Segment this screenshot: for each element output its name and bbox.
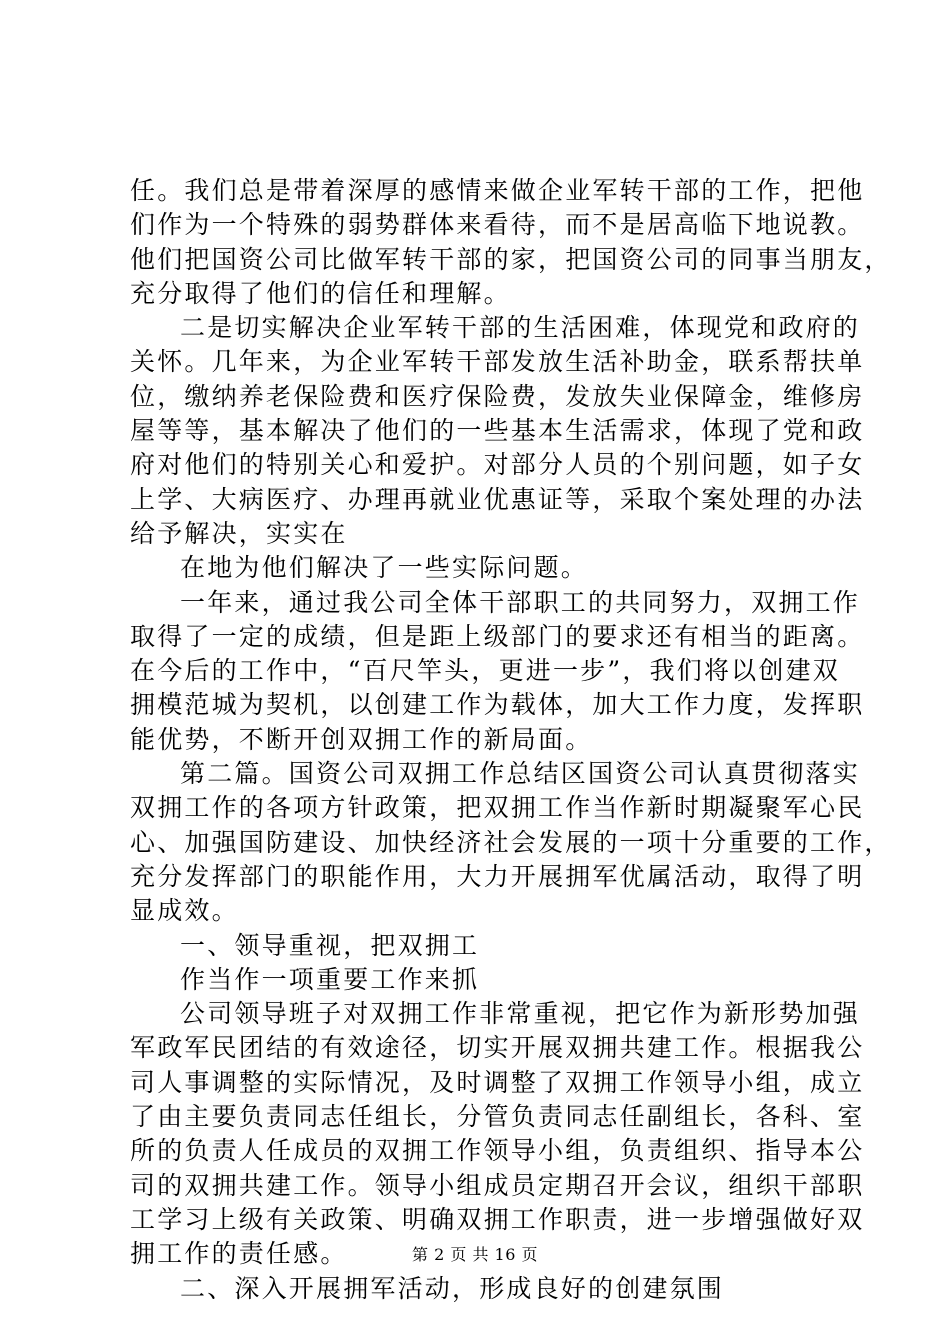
document-body (130, 174, 892, 1306)
text-line: 拥工作的责任感。 (130, 1239, 348, 1269)
text-line: 充分取得了他们的信任和理解。 (130, 278, 511, 308)
text-line: 给予解决，实实在 (130, 518, 348, 548)
text-line: 充分发挥部门的职能作用，大力开展拥军优属活动，取得了明 (130, 861, 865, 891)
section-heading: 一、领导重视，把双拥工 (180, 930, 480, 960)
page-footer (0, 1242, 950, 1265)
text-line: 上学、大病医疗、办理再就业优惠证等，采取个案处理的办法 (130, 484, 865, 514)
text-line: 任。我们总是带着深厚的感情来做企业军转干部的工作，把他 (130, 176, 865, 205)
text-line: 心、加强国防建设、加快经济社会发展的一项十分重要的工作， (130, 827, 892, 857)
section-heading: 二、深入开展拥军活动，形成良好的创建氛围 (180, 1273, 725, 1303)
paragraph-start-line: 公司领导班子对双拥工作非常重视，把它作为新形势加强 (180, 999, 861, 1029)
text-line: 显成效。 (130, 896, 239, 926)
section-heading: 作当作一项重要工作来抓 (180, 964, 480, 994)
page-indicator: 第 2 页 共 16 页 (412, 1245, 538, 1264)
paragraph-start-line: 一年来，通过我公司全体干部职工的共同努力，双拥工作 (180, 587, 861, 617)
text-line: 能优势，不断开创双拥工作的新局面。 (130, 724, 593, 754)
text-line: 府对他们的特别关心和爱护。对部分人员的个别问题，如子女 (130, 450, 865, 480)
text-line: 取得了一定的成绩，但是距上级部门的要求还有相当的距离。 (130, 621, 865, 651)
text-line: 司的双拥共建工作。领导小组成员定期召开会议，组织干部职 (130, 1170, 865, 1200)
text-line: 在今后的工作中，“百尺竿头，更进一步”，我们将以创建双 (130, 656, 840, 686)
text-line: 军政军民团结的有效途径，切实开展双拥共建工作。根据我公 (130, 1033, 865, 1063)
text-line: 司人事调整的实际情况，及时调整了双拥工作领导小组，成立 (130, 1067, 865, 1097)
text-line: 他们把国资公司比做军转干部的家，把国资公司的同事当朋友， (130, 244, 892, 274)
text-line: 们作为一个特殊的弱势群体来看待，而不是居高临下地说教。 (130, 210, 865, 240)
text-line: 关怀。几年来，为企业军转干部发放生活补助金，联系帮扶单 (130, 347, 865, 377)
paragraph-start-line: 二是切实解决企业军转干部的生活困难，体现党和政府的 (180, 313, 861, 343)
paragraph-start-line: 在地为他们解决了一些实际问题。 (180, 553, 589, 583)
text-line: 位，缴纳养老保险费和医疗保险费，发放失业保障金，维修房 (130, 381, 865, 411)
text-line: 了由主要负责同志任组长，分管负责同志任副组长，各科、室 (130, 1102, 865, 1132)
text-line: 屋等等，基本解决了他们的一些基本生活需求，体现了党和政 (130, 416, 865, 446)
text-line: 所的负责人任成员的双拥工作领导小组，负责组织、指导本公 (130, 1136, 865, 1166)
text-line: 双拥工作的各项方针政策，把双拥工作当作新时期凝聚军心民 (130, 793, 865, 823)
paragraph-start-line: 第二篇。国资公司双拥工作总结区国资公司认真贯彻落实 (180, 759, 861, 789)
text-line: 拥模范城为契机，以创建工作为载体，加大工作力度，发挥职 (130, 690, 865, 720)
text-line: 工学习上级有关政策、明确双拥工作职责，进一步增强做好双 (130, 1204, 865, 1234)
